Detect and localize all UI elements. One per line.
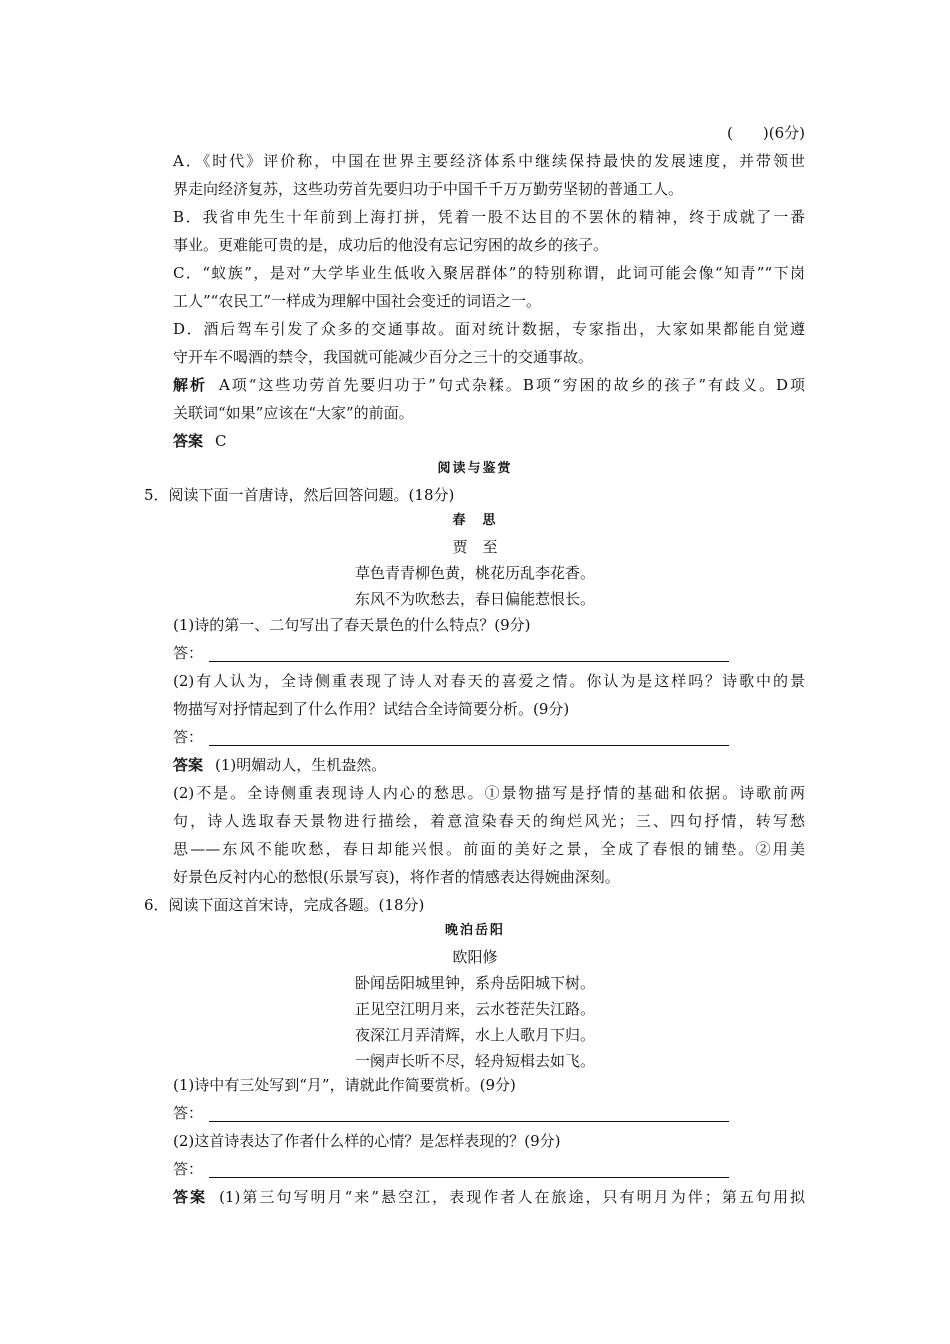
answer-label: 答案 xyxy=(173,1188,208,1206)
q5-answer2-line3: 思——东风不能吹愁，春日却能兴恨。前面的美好之景，全成了春恨的铺垫。②用美 xyxy=(173,840,805,858)
q6-poem-line: 一阕声长听不尽，轻舟短楫去如飞。 xyxy=(354,1052,595,1070)
q6-poem-author: 欧阳修 xyxy=(452,948,498,966)
q4-option-a-line2: 界走向经济复苏，这些功劳首先要归功于中国千千万万勤劳坚韧的普通工人。 xyxy=(173,180,684,198)
answer-prefix: 答： xyxy=(173,644,204,662)
q6-poem-line: 夜深江月弄清辉，水上人歌月下归。 xyxy=(354,1026,595,1044)
q5-poem-author: 贾 至 xyxy=(452,538,498,556)
q5-poem-title: 春 思 xyxy=(452,513,498,528)
q6-sub1: (1)诗中有三处写到“月”，请就此作简要赏析。(9分) xyxy=(173,1076,516,1094)
q5-answer2-line2: 句，诗人选取春天景物进行描绘，着意渲染春天的绚烂风光；三、四句抒情，转写愁 xyxy=(173,812,805,830)
q5-stem: 5．阅读下面一首唐诗，然后回答问题。(18分) xyxy=(144,486,455,504)
q4-analysis-line2: 关联词“如果”应该在“大家”的前面。 xyxy=(173,404,414,422)
q5-sub2-line1: (2)有人认为，全诗侧重表现了诗人对春天的喜爱之情。你认为是这样吗？诗歌中的景 xyxy=(173,672,805,690)
answer-prefix: 答： xyxy=(173,1160,204,1178)
q6-poem-line: 正见空江明月来，云水苍茫失江路。 xyxy=(354,1000,595,1018)
q4-option-b-line2: 事业。更难能可贵的是，成功后的他没有忘记穷困的故乡的孩子。 xyxy=(173,236,609,254)
q6-answer1-text: (1)第三句写明月“来”悬空江，表现作者人在旅途，只有明月为伴；第五句用拟 xyxy=(219,1188,805,1206)
q6-sub2: (2)这首诗表达了作者什么样的心情？是怎样表现的？(9分) xyxy=(173,1132,561,1150)
section-title: 阅读与鉴赏 xyxy=(437,461,513,476)
q4-analysis-line1 xyxy=(173,372,805,398)
q4-option-c-line2: 工人”“农民工”一样成为理解中国社会变迁的词语之一。 xyxy=(173,292,542,310)
answer-blank[interactable] xyxy=(209,1159,729,1178)
q5-sub1: (1)诗的第一、二句写出了春天景色的什么特点？(9分) xyxy=(173,616,531,634)
q5-answer1-text: (1)明媚动人，生机盎然。 xyxy=(215,756,387,774)
q5-answer-line1 xyxy=(173,640,805,666)
q4-answer-value: C xyxy=(215,432,227,450)
answer-blank[interactable] xyxy=(209,643,729,662)
q5-answer1 xyxy=(173,752,805,778)
q5-poem-line: 东风不为吹愁去，春日偏能惹恨长。 xyxy=(354,590,595,608)
q5-sub2-line2: 物描写对抒情起到了什么作用？试结合全诗简要分析。(9分) xyxy=(173,700,570,718)
q5-answer2-line1: (2)不是。全诗侧重表现诗人内心的愁思。①景物描写是抒情的基础和依据。诗歌前两 xyxy=(173,784,805,802)
q4-answer xyxy=(173,428,805,454)
analysis-label: 解析 xyxy=(173,376,207,394)
q4-score-bracket: ( )(6分) xyxy=(727,124,805,142)
q4-option-b-line1: B．我省申先生十年前到上海打拼，凭着一股不达目的不罢休的精神，终于成就了一番 xyxy=(173,208,805,226)
answer-label: 答案 xyxy=(173,432,204,450)
q6-answer1 xyxy=(173,1184,805,1210)
q5-answer2-line4: 好景色反衬内心的愁恨(乐景写哀)，将作者的情感表达得婉曲深刻。 xyxy=(173,868,620,886)
q6-poem-title: 晚泊岳阳 xyxy=(444,923,505,938)
q5-poem-line: 草色青青柳色黄，桃花历乱李花香。 xyxy=(354,564,595,582)
q6-stem: 6．阅读下面这首宋诗，完成各题。(18分) xyxy=(144,896,425,914)
q6-answer-line2 xyxy=(173,1156,805,1182)
q4-option-a-line1: A．《时代》评价称，中国在世界主要经济体系中继续保持最快的发展速度，并带领世 xyxy=(173,152,805,170)
q4-analysis-text1: A项“这些功劳首先要归功于”句式杂糅。B项“穷困的故乡的孩子”有歧义。D项 xyxy=(218,376,805,394)
q4-option-d-line1: D．酒后驾车引发了众多的交通事故。面对统计数据，专家指出，大家如果都能自觉遵 xyxy=(173,320,805,338)
answer-prefix: 答： xyxy=(173,728,204,746)
q6-poem-line: 卧闻岳阳城里钟，系舟岳阳城下树。 xyxy=(354,974,595,992)
answer-blank[interactable] xyxy=(209,1103,729,1122)
q4-option-c-line1: C．“蚁族”，是对“大学毕业生低收入聚居群体”的特别称谓，此词可能会像“知青”“下岗 xyxy=(173,264,805,282)
q6-answer-line1 xyxy=(173,1100,805,1126)
q4-option-d-line2: 守开车不喝酒的禁令，我国就可能减少百分之三十的交通事故。 xyxy=(173,348,594,366)
answer-blank[interactable] xyxy=(209,727,729,746)
answer-label: 答案 xyxy=(173,756,204,774)
q5-answer-line2 xyxy=(173,724,805,750)
answer-prefix: 答： xyxy=(173,1104,204,1122)
